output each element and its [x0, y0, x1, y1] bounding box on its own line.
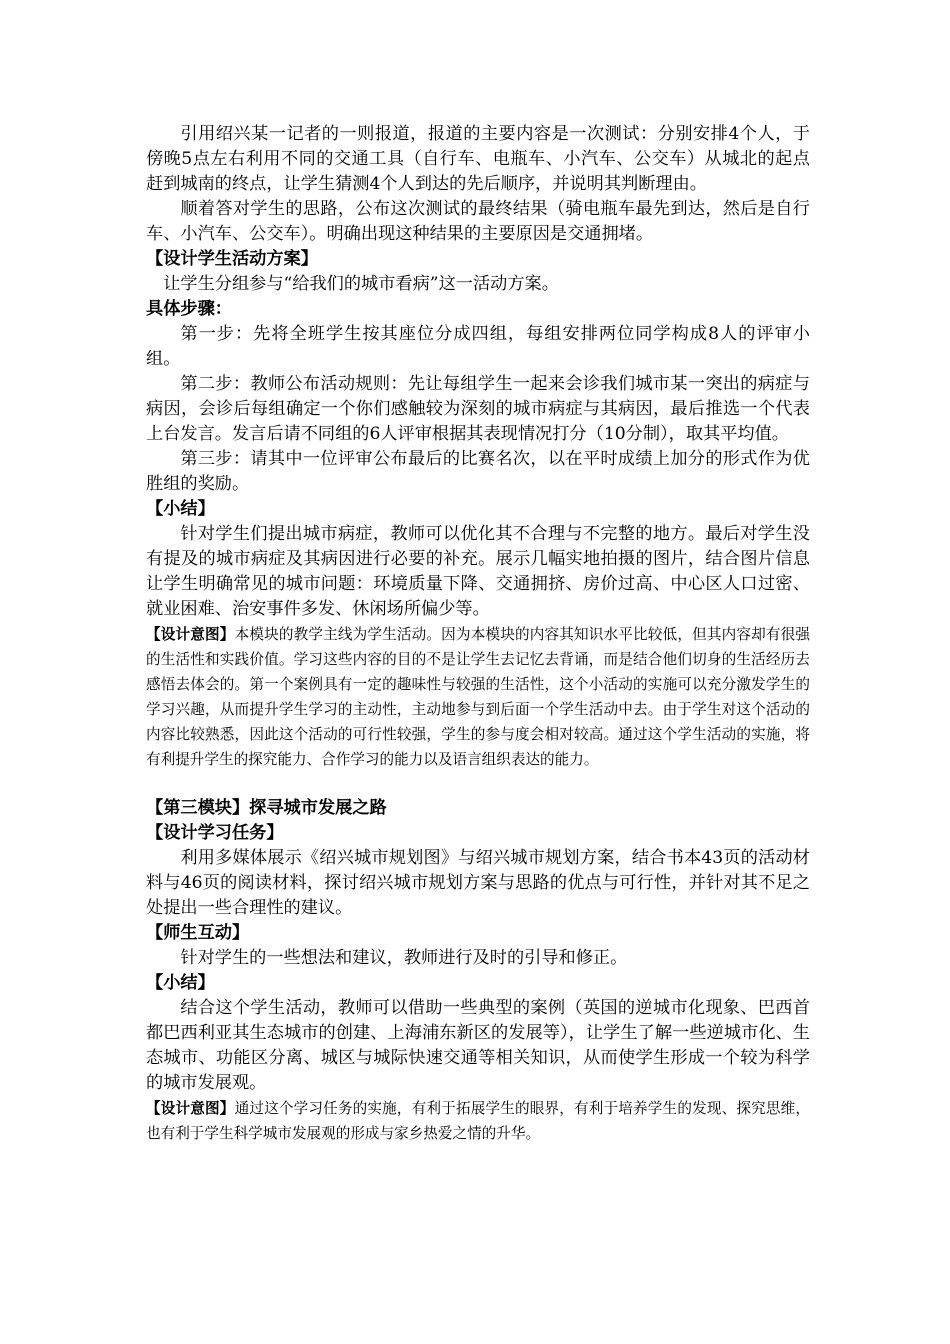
paragraph-test-result: 顺着答对学生的思路，公布这次测试的最终结果（骑电瓶车最先到达，然后是自行车、小汽车、公交车）。明确出现这种结果的主要原因是交通拥堵。: [146, 199, 810, 244]
heading-design-task: 【设计学习任务】: [146, 823, 284, 843]
paragraph-step-one: 第一步：先将全班学生按其座位分成四组，每组安排两位同学构成8人的评审小组。: [146, 324, 810, 369]
heading-summary: 【小结】: [146, 499, 215, 519]
heading-module-three: 【第三模块】探寻城市发展之路: [146, 798, 387, 818]
paragraph-summary-2: 结合这个学生活动，教师可以借助一些典型的案例（英国的逆城市化现象、巴西首都巴西利亚其生态城市的创建、上海浦东新区的发展等），让学生了解一些逆城市化、生态城市、功能区分离、城区与城际快速交通等相关知识，从而使学生形成一个较为科学的城市发展观。: [146, 998, 810, 1093]
section-gap: [146, 772, 810, 796]
paragraph-step-two: 第二步：教师公布活动规则：先让每组学生一起来会诊我们城市某一突出的病症与病因，会诊后每组确定一个你们感触较为深刻的城市病症与其病因，最后推选一个代表上台发言。发言后请不同组的6人评审根据其表现情况打分（10分制），取其平均值。: [146, 374, 810, 444]
paragraph-step-three: 第三步：请其中一位评审公布最后的比赛名次，以在平时成绩上加分的形式作为优胜组的奖励。: [146, 449, 810, 494]
heading-steps: 具体步骤：: [146, 299, 232, 319]
design-intent-text: 本模块的教学主线为学生活动。因为本模块的内容其知识水平比较低，但其内容却有很强的生活性和实践价值。学习这些内容的目的不是让学生去记忆去背诵，而是结合他们切身的生活经历去感悟去体会的。第一个案例具有一定的趣味性与较强的生活性，这个小活动的实施可以充分激发学生的学习兴趣，从而提升学生学习的主动性，主动地参与到后面一个学生活动中去。由于学生对这个活动的内容比较熟悉，因此这个活动的可行性较强，学生的参与度会相对较高。通过这个学生活动的实施，将有利提升学生的探究能力、合作学习的能力以及语言组织表达的能力。: [146, 626, 810, 768]
design-intent-text-2: 通过这个学习任务的实施，有利于拓展学生的眼界，有利于培养学生的发现、探究思维，也有利于学生科学城市发展观的形成与家乡热爱之情的升华。: [146, 1100, 810, 1142]
design-intent-label: 【设计意图】: [146, 626, 235, 643]
heading-interaction: 【师生互动】: [146, 923, 250, 943]
paragraph-interaction: 针对学生的一些想法和建议，教师进行及时的引导和修正。: [180, 948, 628, 968]
heading-summary-2: 【小结】: [146, 973, 215, 993]
design-intent-label-2: 【设计意图】: [146, 1100, 235, 1117]
document-body: [146, 122, 810, 1146]
heading-design-activity: 【设计学生活动方案】: [146, 249, 318, 269]
paragraph-task: 利用多媒体展示《绍兴城市规划图》与绍兴城市规划方案，结合书本43页的活动材料与46页的阅读材料，探讨绍兴城市规划方案与思路的优点与可行性，并针对其不足之处提出一些合理性的建议。: [146, 848, 810, 918]
paragraph-test-report: 引用绍兴某一记者的一则报道，报道的主要内容是一次测试：分别安排4个人，于傍晚5点左右利用不同的交通工具（自行车、电瓶车、小汽车、公交车）从城北的起点赶到城南的终点，让学生猜测4个人到达的先后顺序，并说明其判断理由。: [146, 124, 810, 194]
paragraph-summary: 针对学生们提出城市病症，教师可以优化其不合理与不完整的地方。最后对学生没有提及的城市病症及其病因进行必要的补充。展示几幅实地拍摄的图片，结合图片信息让学生明确常见的城市问题：环境质量下降、交通拥挤、房价过高、中心区人口过密、就业困难、治安事件多发、休闲场所偏少等。: [146, 524, 810, 619]
paragraph-activity-plan: 让学生分组参与“给我们的城市看病”这一活动方案。: [163, 274, 559, 294]
paragraph-design-intent: [146, 622, 810, 772]
paragraph-design-intent-2: [146, 1096, 810, 1146]
